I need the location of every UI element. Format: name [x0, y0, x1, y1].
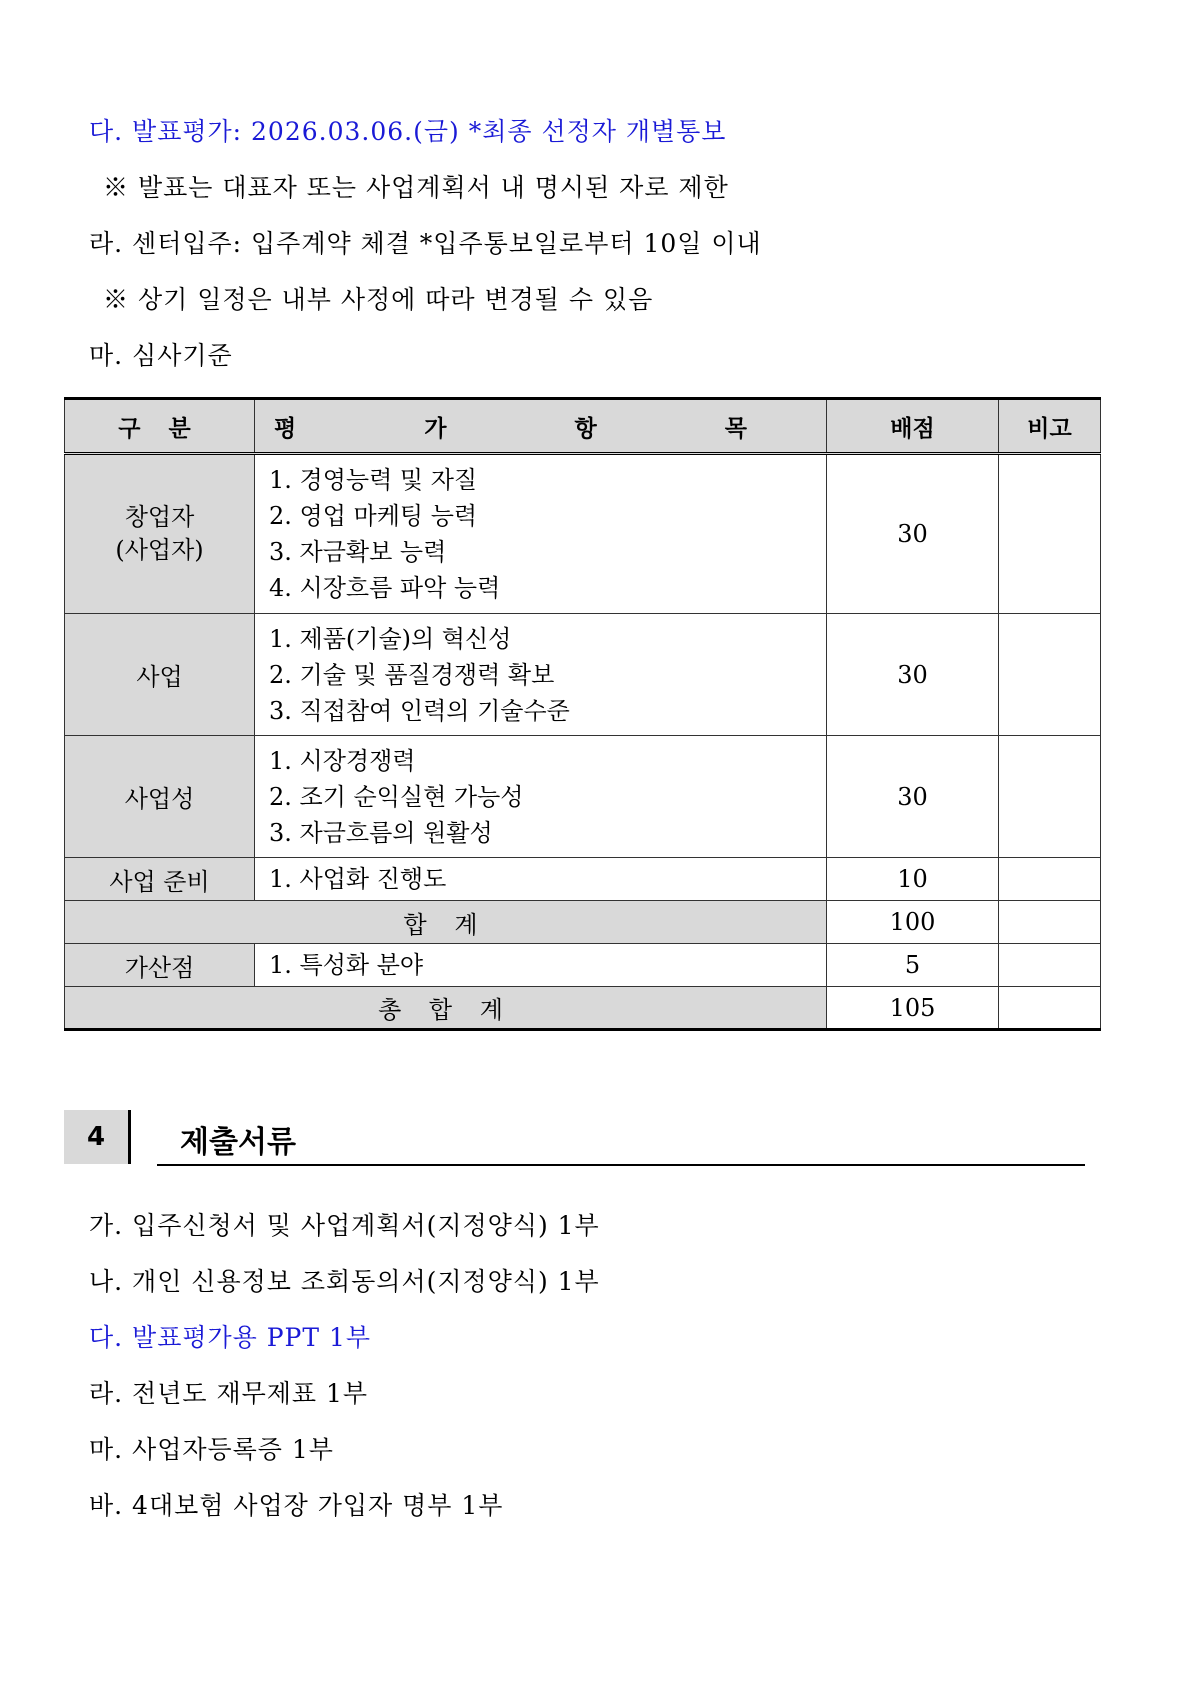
document-item: 다. 발표평가용 PPT 1부 [89, 1323, 372, 1352]
row-note [999, 736, 1101, 858]
section-number: 4 [64, 1110, 131, 1164]
bonus-score: 5 [827, 944, 999, 987]
document-item: 가. 입주신청서 및 사업계획서(지정양식) 1부 [89, 1211, 600, 1240]
row-item: 4. 시장흐름 파악 능력 [269, 574, 501, 602]
criteria-header-row [65, 399, 1101, 454]
table-row [65, 736, 1101, 858]
row-item: 3. 자금흐름의 원활성 [269, 818, 493, 847]
subtotal-score: 100 [827, 901, 999, 944]
row-note [999, 454, 1101, 614]
row-category: 사업 [65, 614, 255, 736]
row-item: 3. 자금확보 능력 [269, 538, 447, 566]
row-items [255, 736, 827, 858]
bonus-item: 1. 특성화 분야 [255, 944, 827, 987]
bonus-row [65, 944, 1101, 987]
total-score: 105 [827, 987, 999, 1030]
row-note [999, 614, 1101, 736]
row-score: 30 [827, 454, 999, 614]
criteria-heading: 마. 심사기준 [89, 341, 233, 370]
row-item: 1. 시장경쟁력 [269, 746, 416, 775]
row-items [255, 614, 827, 736]
header-category: 구 분 [65, 399, 255, 454]
total-row [65, 987, 1101, 1030]
bonus-category: 가산점 [65, 944, 255, 987]
table-row [65, 614, 1101, 736]
row-item: 2. 영업 마케팅 능력 [269, 502, 478, 530]
document-item: 라. 전년도 재무제표 1부 [89, 1379, 369, 1408]
schedule-move-in-note: ※ 상기 일정은 내부 사정에 따라 변경될 수 있음 [103, 285, 654, 314]
row-item: 2. 조기 순익실현 가능성 [269, 782, 524, 811]
row-item: 1. 사업화 진행도 [269, 865, 447, 893]
criteria-table [64, 397, 1101, 1031]
row-category: 사업 준비 [65, 858, 255, 901]
row-item: 1. 제품(기술)의 혁신성 [269, 624, 512, 653]
row-score: 30 [827, 614, 999, 736]
subtotal-label: 합 계 [65, 901, 827, 944]
row-item: 2. 기술 및 품질경쟁력 확보 [269, 660, 555, 689]
row-category: 사업성 [65, 736, 255, 858]
row-item: 1. 경영능력 및 자질 [269, 466, 478, 494]
document-item: 바. 4대보험 사업장 가입자 명부 1부 [89, 1491, 504, 1520]
schedule-move-in: 라. 센터입주: 입주계약 체결 *입주통보일로부터 10일 이내 [89, 229, 762, 258]
total-note [999, 987, 1101, 1030]
header-note: 비고 [999, 399, 1101, 454]
row-item: 3. 직접참여 인력의 기술수준 [269, 696, 570, 725]
row-items [255, 858, 827, 901]
subtotal-note [999, 901, 1101, 944]
document-item: 나. 개인 신용정보 조회동의서(지정양식) 1부 [89, 1267, 600, 1296]
schedule-presentation: 다. 발표평가: 2026.03.06.(금) *최종 선정자 개별통보 [89, 117, 727, 146]
table-row [65, 858, 1101, 901]
document-item: 마. 사업자등록증 1부 [89, 1435, 334, 1464]
table-row [65, 454, 1101, 614]
header-score: 배점 [827, 399, 999, 454]
total-label: 총 합 계 [65, 987, 827, 1030]
subtotal-row [65, 901, 1101, 944]
section-divider [157, 1164, 1085, 1166]
row-note [999, 858, 1101, 901]
row-score: 10 [827, 858, 999, 901]
row-category: 창업자 (사업자) [65, 454, 255, 614]
section-title: 제출서류 [180, 1125, 296, 1160]
row-score: 30 [827, 736, 999, 858]
row-items [255, 454, 827, 614]
header-items: 평 가 항 목 [255, 399, 827, 454]
bonus-note [999, 944, 1101, 987]
schedule-presentation-note: ※ 발표는 대표자 또는 사업계획서 내 명시된 자로 제한 [103, 173, 729, 202]
